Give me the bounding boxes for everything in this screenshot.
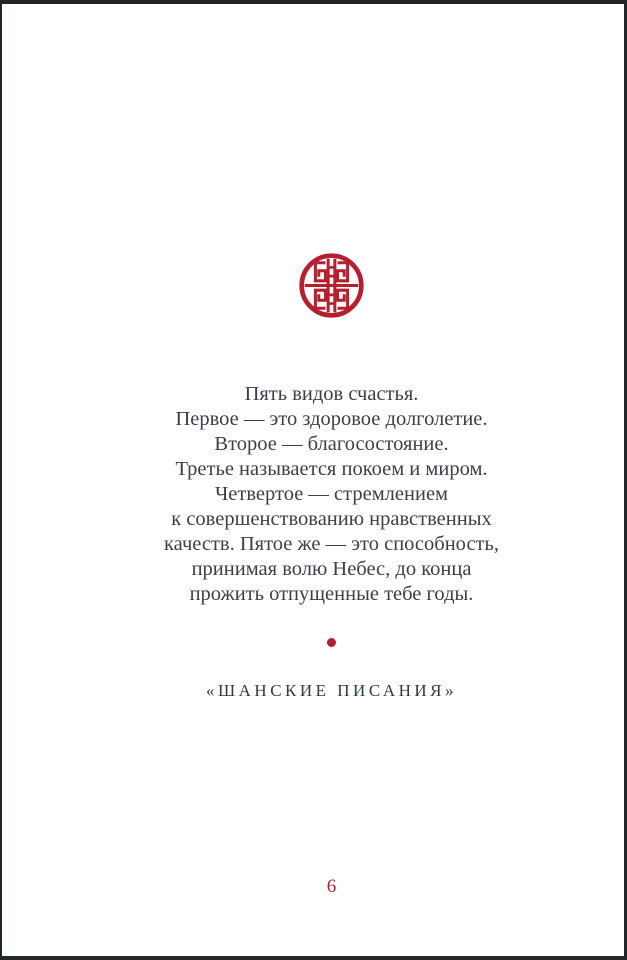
prosperity-emblem-icon (298, 252, 365, 319)
quote-line: прожить отпущенные тебе годы. (189, 583, 474, 605)
quote-line: Четвертое — стремлением (214, 483, 449, 505)
quote-line: к совершенствованию нравственных (171, 508, 492, 530)
quote-line: Второе — благосостояние. (214, 433, 449, 455)
quote-line: Первое — это здоровое долголетие. (175, 408, 488, 430)
quote-line: Третье называется покоем и миром. (175, 458, 488, 480)
quote-line: качеств. Пятое же — это способность, (164, 533, 499, 555)
quote-line: Пять видов счастья. (244, 383, 419, 405)
page-content (2, 4, 624, 956)
quote-attribution: «ШАНСКИЕ ПИСАНИЯ» (205, 681, 457, 700)
quote-line: принимая волю Небес, до конца (191, 558, 472, 580)
red-dot-separator-icon (327, 638, 336, 647)
quote-text (39, 382, 624, 607)
page-number: 6 (326, 876, 337, 897)
